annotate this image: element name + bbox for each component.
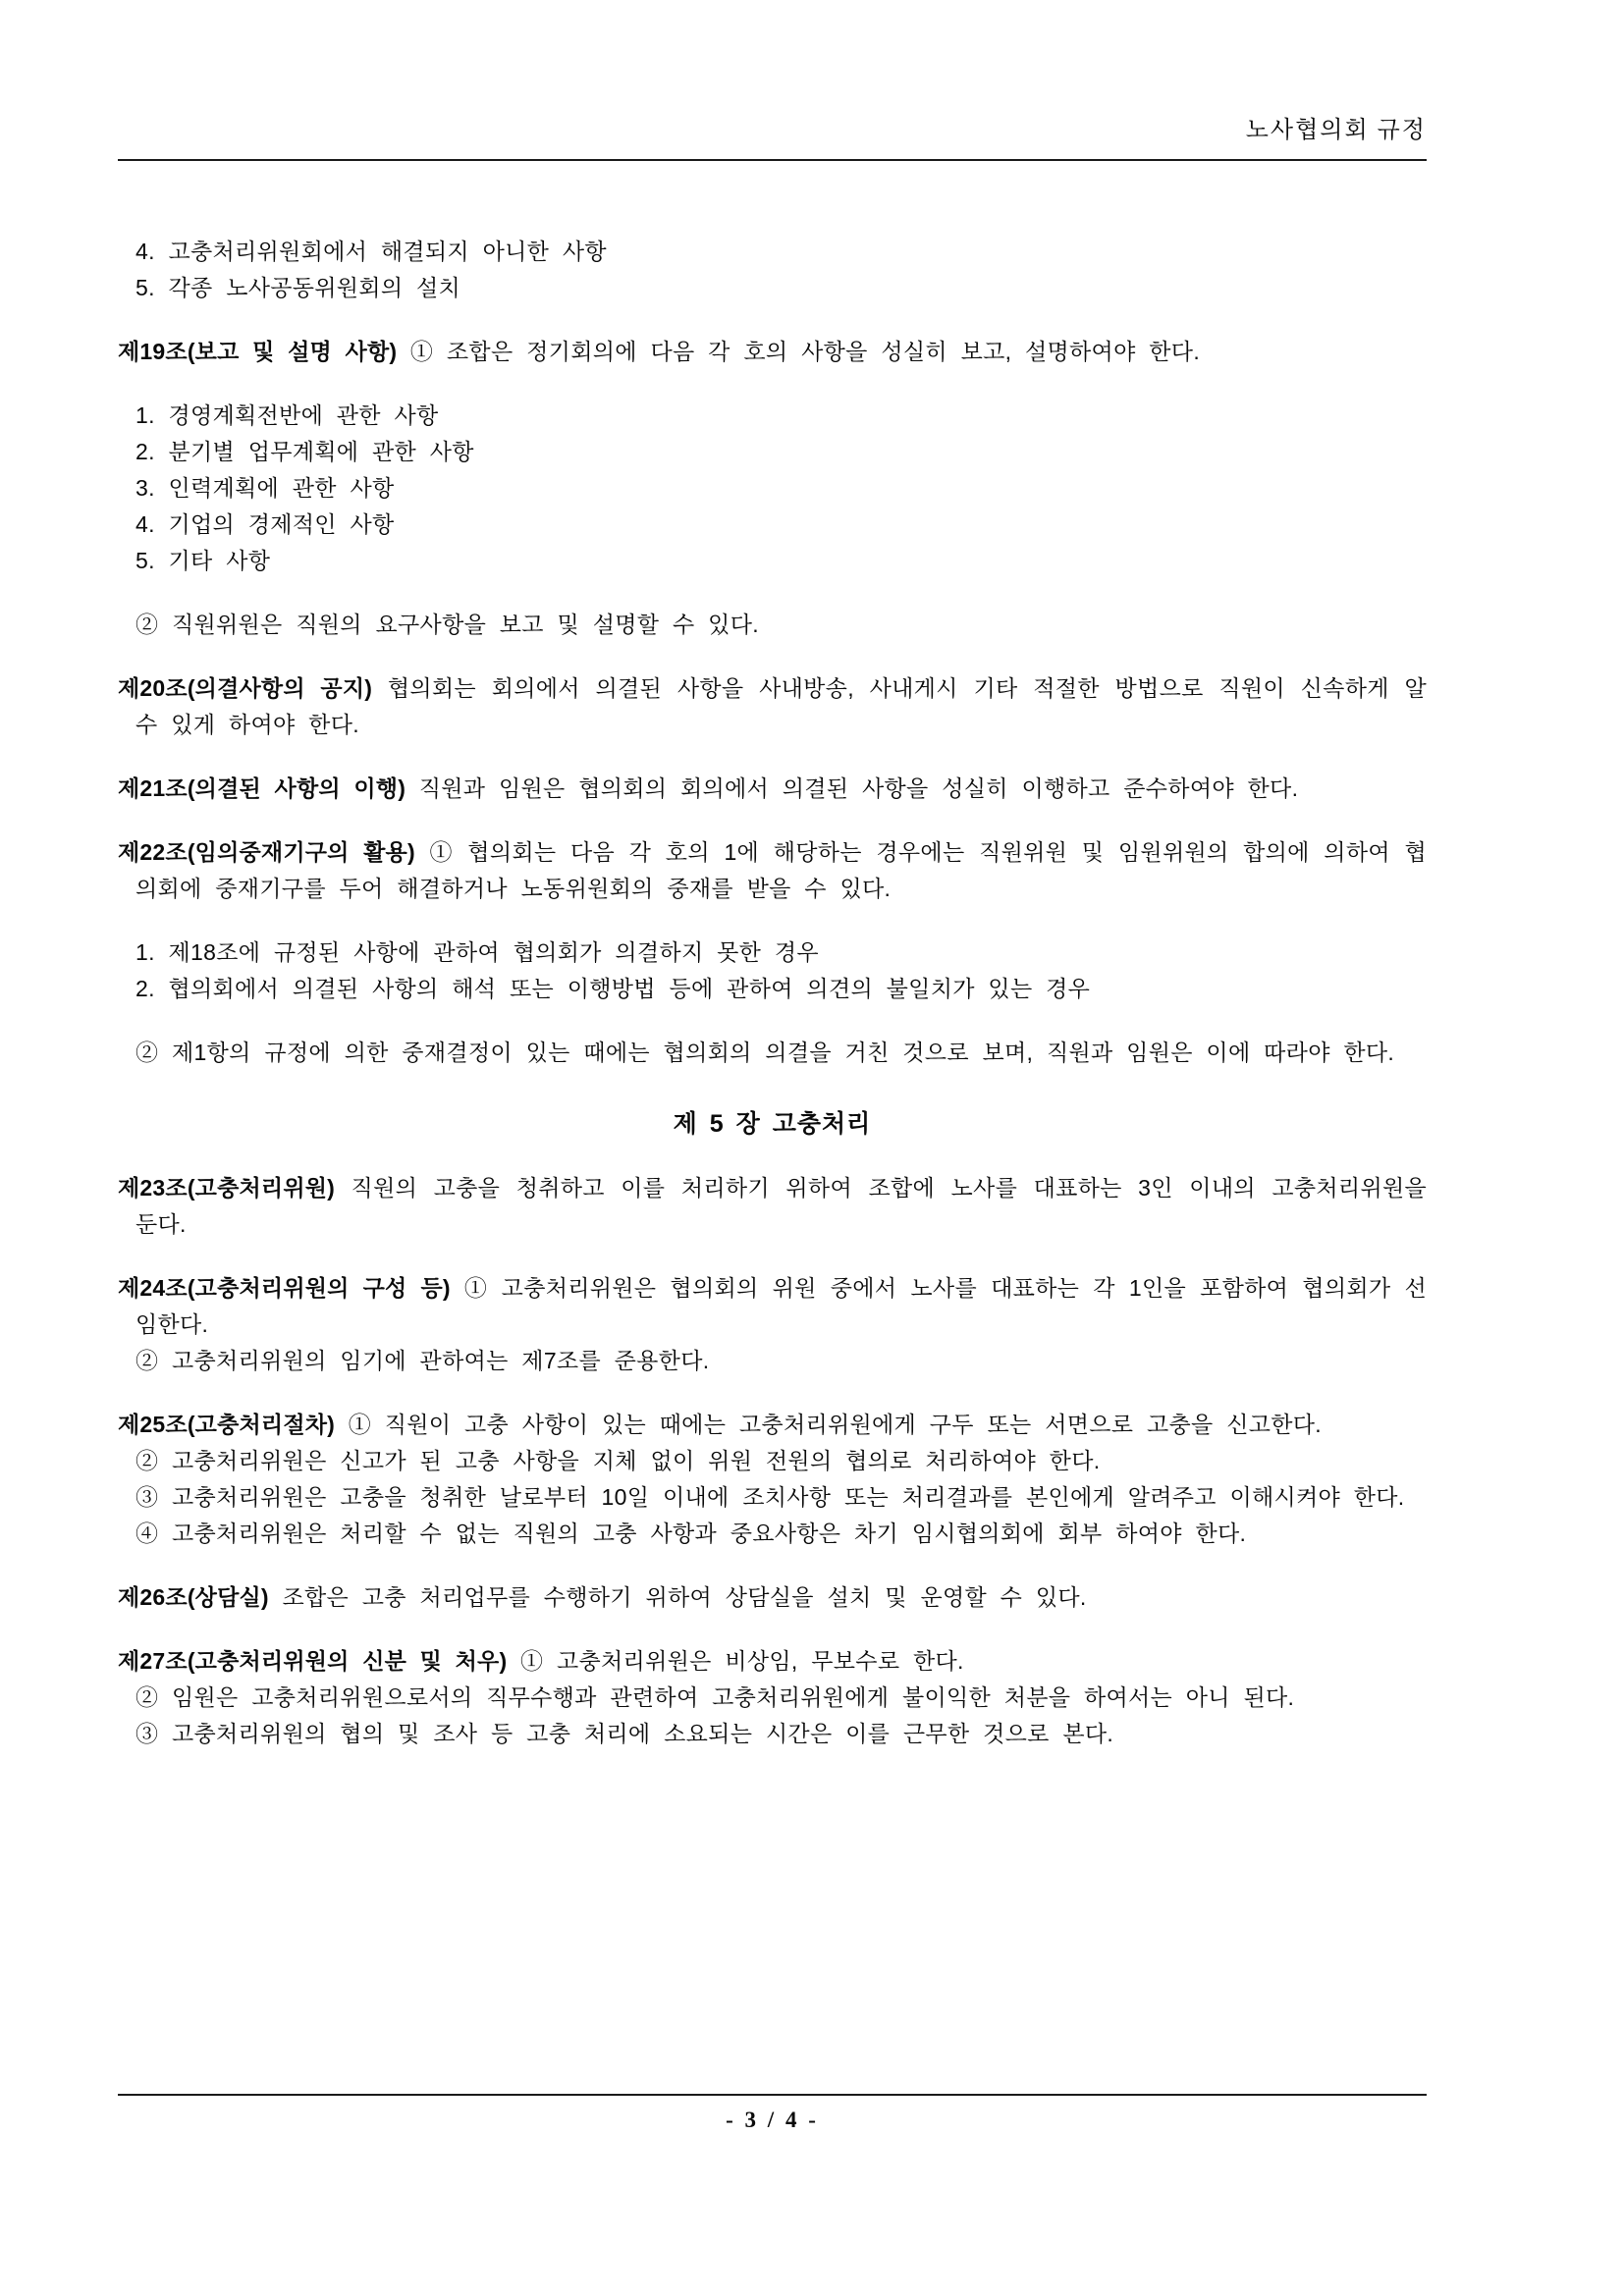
list-item: 5. 기타 사항 — [135, 548, 271, 573]
standalone-subparagraph: ② 제1항의 규정에 의한 중재결정이 있는 때에는 협의회의 의결을 거친 것으로 보며, 직원과 임원은 이에 따라야 한다. — [135, 1040, 1395, 1065]
content-block-list — [118, 234, 1427, 306]
article-heading: 제25조(고충처리절차) — [118, 1412, 336, 1437]
article-heading: 제22조(임의중재기구의 활용) — [118, 839, 415, 865]
article-subparagraph: ② 임원은 고충처리위원으로서의 직무수행과 관련하여 고충처리위원에게 불이익한 처분을 하여서는 아니 된다. — [135, 1684, 1295, 1710]
article-heading: 제23조(고충처리위원) — [118, 1175, 336, 1201]
page-number: - 3 / 4 - — [726, 2108, 819, 2132]
list-item: 1. 경영계획전반에 관한 사항 — [135, 402, 439, 428]
article-paragraph: 제21조(의결된 사항의 이행) 직원과 임원은 협의회의 회의에서 의결된 사항을 성실히 이행하고 준수하여야 한다. — [118, 775, 1299, 801]
content-block-article — [118, 1579, 1427, 1616]
content-block-list — [118, 398, 1427, 579]
article-subparagraph: ③ 고충처리위원은 고충을 청취한 날로부터 10일 이내에 조치사항 또는 처리결과를 본인에게 알려주고 이해시켜야 한다. — [135, 1484, 1405, 1510]
article-paragraph: 제26조(상담실) 조합은 고충 처리업무를 수행하기 위하여 상담실을 설치 및 운영할 수 있다. — [118, 1584, 1087, 1610]
article-paragraph: 제22조(임의중재기구의 활용) ① 협의회는 다음 각 호의 1에 해당하는 경우에는 직원위원 및 임원위원의 합의에 의하여 협의회에 중재기구를 두어 해결하거나 노동위원회의 중재를 받을 수 있다. — [118, 839, 1428, 901]
article-heading: 제27조(고충처리위원의 신분 및 처우) — [118, 1648, 508, 1674]
article-heading: 제26조(상담실) — [118, 1584, 269, 1610]
content-block-article — [118, 1643, 1427, 1752]
article-paragraph: 제27조(고충처리위원의 신분 및 처우) ① 고충처리위원은 비상임, 무보수로 한다. — [118, 1648, 964, 1674]
content-block-sub — [118, 607, 1427, 643]
list-item: 2. 분기별 업무계획에 관한 사항 — [135, 439, 474, 464]
list-item: 4. 고충처리위원회에서 해결되지 아니한 사항 — [135, 239, 607, 264]
article-subparagraph: ③ 고충처리위원의 협의 및 조사 등 고충 처리에 소요되는 시간은 이를 근무한 것으로 본다. — [135, 1721, 1114, 1746]
content-block-article — [118, 1407, 1427, 1552]
article-paragraph: 제19조(보고 및 설명 사항) ① 조합은 정기회의에 다음 각 호의 사항을 성실히 보고, 설명하여야 한다. — [118, 339, 1201, 364]
content-block-article — [118, 771, 1427, 807]
list-item: 2. 협의회에서 의결된 사항의 해석 또는 이행방법 등에 관하여 의견의 불일치가 있는 경우 — [135, 976, 1091, 1001]
document-body — [0, 161, 1623, 1752]
content-block-article — [118, 334, 1427, 370]
list-item: 1. 제18조에 규정된 사항에 관하여 협의회가 의결하지 못한 경우 — [135, 939, 819, 965]
document-title: 노사협의회 규정 — [1245, 118, 1427, 143]
content-block-list — [118, 934, 1427, 1007]
footer-rule — [118, 2094, 1427, 2096]
list-item: 5. 각종 노사공동위원회의 설치 — [135, 275, 461, 300]
content-block-article — [118, 1270, 1427, 1379]
content-block-article — [118, 1170, 1427, 1243]
article-heading: 제19조(보고 및 설명 사항) — [118, 339, 398, 364]
page-header — [0, 0, 1623, 161]
content-block-article — [118, 670, 1427, 743]
article-paragraph: 제24조(고충처리위원의 구성 등) ① 고충처리위원은 협의회의 위원 중에서 노사를 대표하는 각 1인을 포함하여 협의회가 선임한다. — [118, 1275, 1427, 1337]
content-block-sub — [118, 1035, 1427, 1071]
article-heading: 제21조(의결된 사항의 이행) — [118, 775, 406, 801]
standalone-subparagraph: ② 직원위원은 직원의 요구사항을 보고 및 설명할 수 있다. — [135, 612, 759, 637]
article-subparagraph: ④ 고충처리위원은 처리할 수 없는 직원의 고충 사항과 중요사항은 차기 임시협의회에 회부 하여야 한다. — [135, 1521, 1247, 1546]
list-item: 3. 인력계획에 관한 사항 — [135, 475, 395, 501]
article-paragraph: 제25조(고충처리절차) ① 직원이 고충 사항이 있는 때에는 고충처리위원에게 구두 또는 서면으로 고충을 신고한다. — [118, 1412, 1322, 1437]
content-block-article — [118, 834, 1427, 907]
chapter-heading: 제 5 장 고충처리 — [673, 1110, 872, 1138]
list-item: 4. 기업의 경제적인 사항 — [135, 511, 395, 537]
article-subparagraph: ② 고충처리위원은 신고가 된 고충 사항을 지체 없이 위원 전원의 협의로 처리하여야 한다. — [135, 1448, 1101, 1473]
article-heading: 제24조(고충처리위원의 구성 등) — [118, 1275, 451, 1301]
page-footer — [118, 2094, 1427, 2133]
article-subparagraph: ② 고충처리위원의 임기에 관하여는 제7조를 준용한다. — [135, 1348, 710, 1373]
article-paragraph: 제20조(의결사항의 공지) 협의회는 회의에서 의결된 사항을 사내방송, 사내게시 기타 적절한 방법으로 직원이 신속하게 알 수 있게 하여야 한다. — [118, 675, 1427, 737]
article-paragraph: 제23조(고충처리위원) 직원의 고충을 청취하고 이를 처리하기 위하여 조합에 노사를 대표하는 3인 이내의 고충처리위원을 둔다. — [118, 1175, 1427, 1237]
article-heading: 제20조(의결사항의 공지) — [118, 675, 373, 701]
